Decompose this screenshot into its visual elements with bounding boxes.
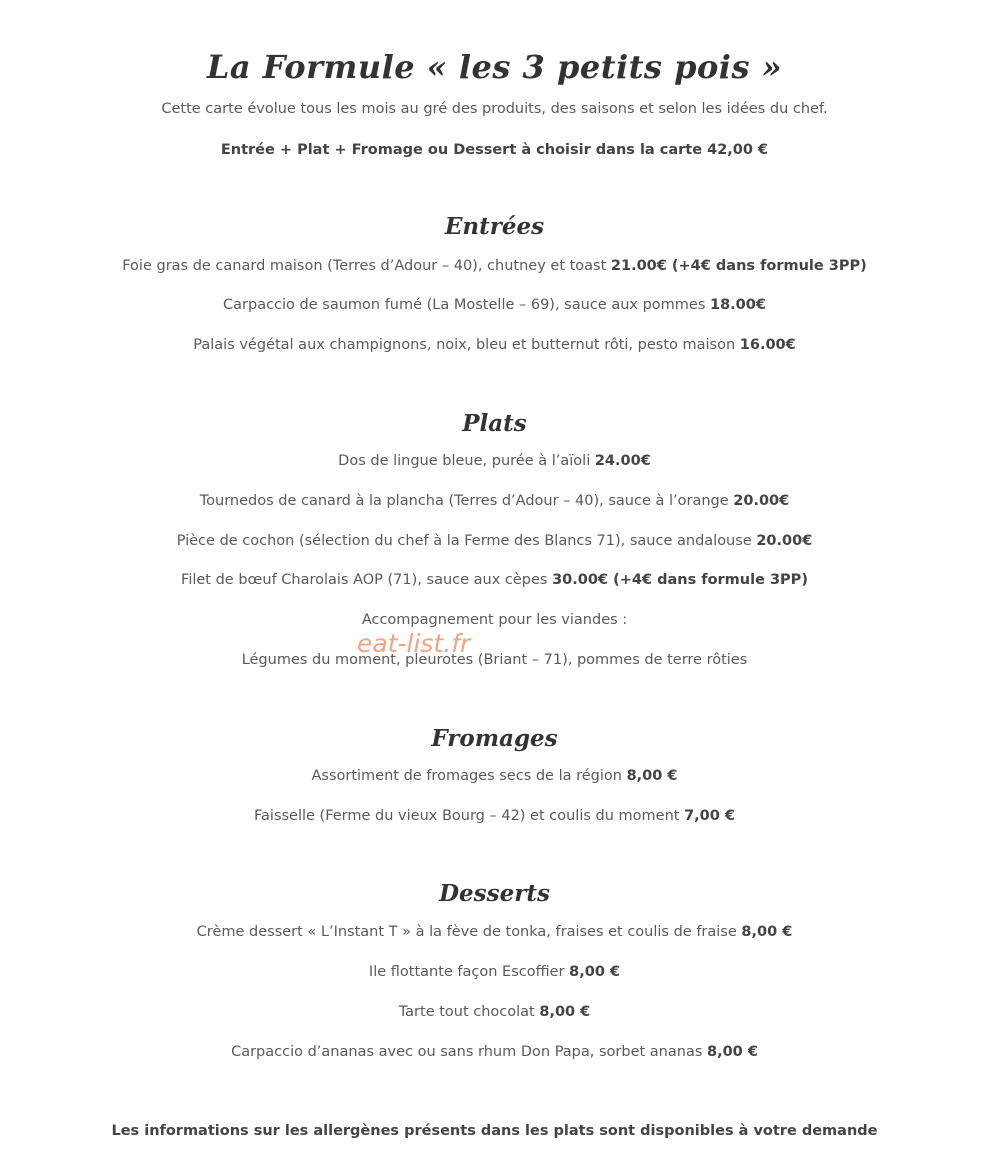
- menu-item-foie-gras: [0, 258, 989, 274]
- item-name: Carpaccio d’ananas avec ou sans rhum Don Papa, sorbet ananas: [231, 1044, 703, 1060]
- menu-item-tarte-chocolat: [0, 1004, 989, 1020]
- menu-item-lingue: [0, 453, 989, 469]
- item-price: 24.00€: [594, 453, 651, 469]
- item-name: Pièce de cochon (sélection du chef à la Ferme des Blancs 71), sauce andalouse: [176, 533, 752, 549]
- item-name: Ile flottante façon Escoffier: [368, 964, 565, 980]
- menu-item-carpaccio-ananas: [0, 1044, 989, 1060]
- menu-item-carpaccio-saumon: [0, 297, 989, 313]
- menu-item-faisselle: [0, 808, 989, 824]
- item-price: 8,00 €: [741, 924, 793, 940]
- allergens-note: Les informations sur les allergènes présents dans les plats sont disponibles à votre demande: [111, 1123, 878, 1139]
- item-price: 20.00€: [733, 493, 790, 509]
- item-price: 18.00€: [710, 297, 766, 313]
- item-name: Tarte tout chocolat: [398, 1004, 535, 1020]
- menu-item-ile-flottante: [0, 964, 989, 980]
- item-price: 8,00 €: [707, 1044, 758, 1060]
- item-price: 30.00€ (+4€ dans formule 3PP): [552, 572, 808, 588]
- menu-subtitle: Cette carte évolue tous les mois au gré des produits, des saisons et selon les idées du chef.: [161, 101, 828, 117]
- item-price: 8,00 €: [626, 768, 678, 784]
- item-name: Faisselle (Ferme du vieux Bourg – 42) et coulis du moment: [254, 808, 680, 824]
- item-name: Crème dessert « L’Instant T » à la fève de tonka, fraises et coulis de fraise: [196, 924, 737, 940]
- watermark: eat-list.fr: [357, 629, 471, 658]
- menu-item-assortiment-fromages: [0, 768, 989, 784]
- formula-offer: Entrée + Plat + Fromage ou Dessert à choisir dans la carte 42,00 €: [220, 142, 769, 158]
- accompaniment-label: Accompagnement pour les viandes :: [361, 612, 628, 628]
- item-name: Carpaccio de saumon fumé (La Mostelle – 69), sauce aux pommes: [223, 297, 706, 313]
- item-price: 8,00 €: [569, 964, 621, 980]
- menu-item-tournedos: [0, 493, 989, 509]
- menu-item-creme-dessert: [0, 924, 989, 940]
- section-title-desserts: Desserts: [439, 880, 550, 907]
- menu-title: La Formule « les 3 petits pois »: [206, 48, 783, 86]
- item-name: Foie gras de canard maison (Terres d’Adour – 40), chutney et toast: [122, 258, 607, 274]
- item-price: 7,00 €: [684, 808, 735, 824]
- section-title-fromages: Fromages: [431, 725, 558, 752]
- menu-item-cochon: [0, 533, 989, 549]
- item-price: 16.00€: [739, 337, 796, 353]
- section-title-entrees: Entrées: [444, 213, 545, 240]
- section-title-plats: Plats: [462, 410, 527, 437]
- item-price: 21.00€ (+4€ dans formule 3PP): [610, 258, 867, 274]
- accompaniment-text: Légumes du moment, pleurotes (Briant – 71), pommes de terre rôties: [241, 652, 748, 668]
- item-name: Assortiment de fromages secs de la région: [311, 768, 622, 784]
- item-name: Palais végétal aux champignons, noix, bleu et butternut rôti, pesto maison: [193, 337, 736, 353]
- item-name: Tournedos de canard à la plancha (Terres d’Adour – 40), sauce à l’orange: [199, 493, 729, 509]
- item-price: 20.00€: [756, 533, 813, 549]
- menu-item-filet-boeuf: [0, 572, 989, 588]
- item-name: Dos de lingue bleue, purée à l’aïoli: [338, 453, 591, 469]
- menu-item-palais-vegetal: [0, 337, 989, 353]
- item-name: Filet de bœuf Charolais AOP (71), sauce aux cèpes: [181, 572, 548, 588]
- item-price: 8,00 €: [539, 1004, 591, 1020]
